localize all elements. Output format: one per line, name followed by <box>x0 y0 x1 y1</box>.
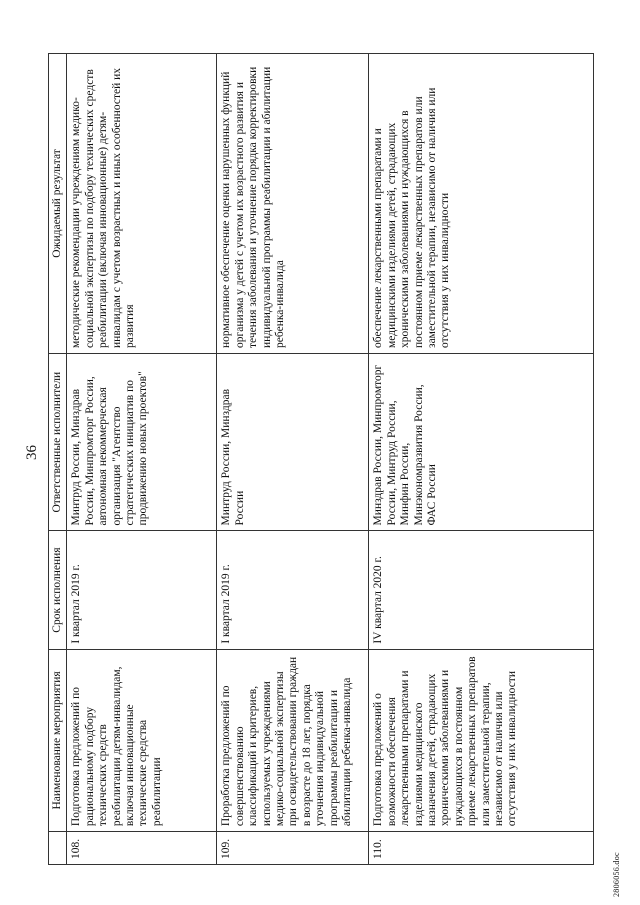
measure-executors: Минздрав России, Минпромторг России, Минтруд России, Минфин России, Минэкономразвития России, ФАС России <box>369 353 594 530</box>
measure-name: Подготовка предложений по рациональному подбору технических средств реабилитации детям-инвалидам, включая инновационные технические средства реабилитации <box>67 649 217 831</box>
measure-name: Подготовка предложений о возможности обеспечения лекарственными препаратами и изделиями медицинского назначения детей, страдающих хроническими заболеваниями и нуждающихся в постоянном приеме лекарственных препаратов или заместительной терапии, независимо от наличия или отсутствия у них инвалидности <box>369 649 594 831</box>
header-name: Наименование мероприятия <box>49 649 67 831</box>
table-row <box>217 54 369 865</box>
measure-executors: Минтруд России, Минздрав России, Минпромторг России, автономная некоммерческая организация "Агентство стратегических инициатив по продвижению новых проектов" <box>67 353 217 530</box>
document-code: 2806056.doc <box>612 852 621 897</box>
header-executors: Ответственные исполнители <box>49 353 67 530</box>
measure-result: методические рекомендации учреждениям медико-социальной экспертизы по подбору технических средств реабилитации (включая инновационные) детям-инвалидам с учетом возрастных и иных особенностей их развития <box>67 54 217 354</box>
measures-table <box>48 53 594 865</box>
row-number: 110. <box>369 832 594 865</box>
header-result: Ожидаемый результат <box>49 54 67 354</box>
measure-term: I квартал 2019 г. <box>67 531 217 649</box>
measure-term: I квартал 2019 г. <box>217 531 369 649</box>
table-row <box>67 54 217 865</box>
page-number: 36 <box>24 445 40 460</box>
measure-term: IV квартал 2020 г. <box>369 531 594 649</box>
measure-result: обеспечение лекарственными препаратами и медицинскими изделиями детей, страдающих хроническими заболеваниями и нуждающихся в постоянном приеме лекарственных препаратов или заместительной терапии, независимо от наличия или отсутствия у них инвалидности <box>369 54 594 354</box>
header-term: Срок исполнения <box>49 531 67 649</box>
row-number: 108. <box>67 832 217 865</box>
header-num <box>49 832 67 865</box>
row-number: 109. <box>217 832 369 865</box>
table-header-row <box>49 54 67 865</box>
table-row <box>369 54 594 865</box>
measure-executors: Минтруд России, Минздрав России <box>217 353 369 530</box>
measure-result: нормативное обеспечение оценки нарушенных функций организма у детей с учетом их возрастного развития и течения заболевания и уточнение порядка корректировки индивидуальной программы реабилитации и абилитации ребенка-инвалида <box>217 54 369 354</box>
measure-name: Проработка предложений по совершенствованию классификаций и критериев, используемых учреждениями медико-социальной экспертизы при освидетельствовании граждан в возрасте до 18 лет, порядка уточнения индивидуальной программы реабилитации и абилитации ребенка-инвалида <box>217 649 369 831</box>
